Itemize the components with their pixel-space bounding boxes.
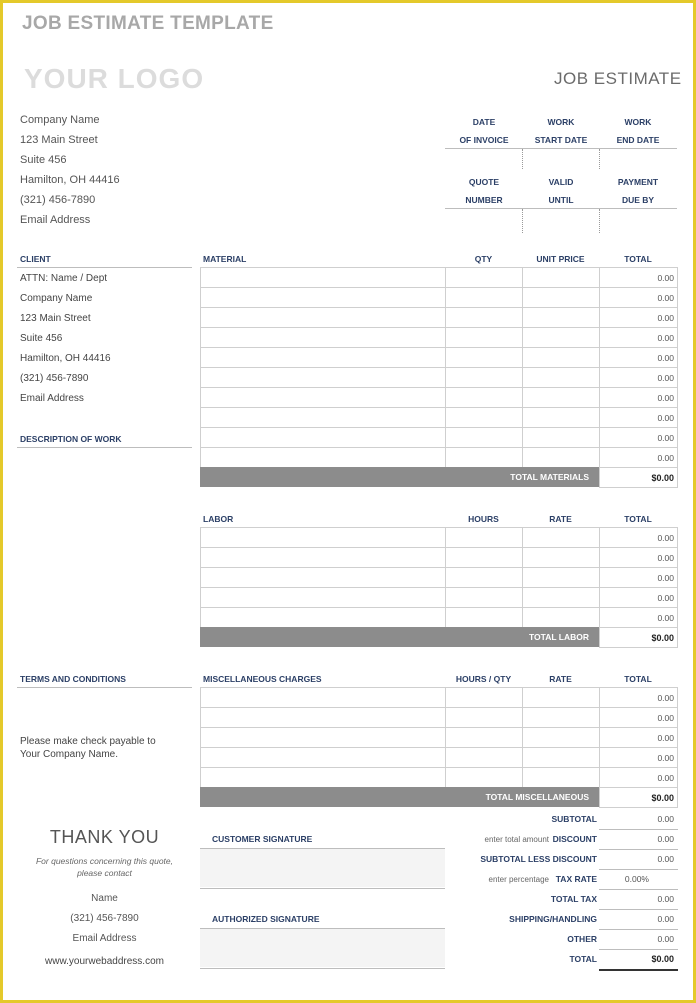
client-street[interactable]: 123 Main Street [20, 313, 91, 324]
labor-row-0-cell-0[interactable] [200, 527, 446, 548]
labor-row-3-cell-1[interactable] [445, 587, 523, 608]
labor-row-1-cell-3[interactable] [599, 547, 678, 568]
summary-value-4[interactable]: 0.00 [657, 894, 674, 904]
materials-col-header-1: QTY [474, 254, 493, 264]
web-address-link[interactable]: www.yourwebaddress.com [45, 956, 164, 967]
labor-col-header-0: LABOR [203, 514, 234, 524]
materials-row-2-total: 0.00 [657, 313, 674, 323]
labor-row-4-total: 0.00 [657, 613, 674, 623]
materials-row-7-cell-1[interactable] [445, 407, 523, 428]
materials-row-5-cell-3[interactable] [599, 367, 678, 388]
materials-row-5-cell-1[interactable] [445, 367, 523, 388]
misc-row-2-total: 0.00 [657, 733, 674, 743]
meta-start-label: WORK START DATE [534, 117, 588, 145]
misc-row-1-cell-0[interactable] [200, 707, 446, 728]
materials-row-2-cell-2[interactable] [522, 307, 600, 328]
materials-row-6-cell-3[interactable] [599, 387, 678, 408]
misc-row-2-cell-2[interactable] [522, 727, 600, 748]
labor-row-0-cell-3[interactable] [599, 527, 678, 548]
divider [445, 208, 677, 209]
misc-row-3-cell-3[interactable] [599, 747, 678, 768]
description-of-work-field[interactable] [17, 449, 192, 649]
materials-row-3-total: 0.00 [657, 333, 674, 343]
materials-row-3-cell-2[interactable] [522, 327, 600, 348]
misc-row-1-cell-1[interactable] [445, 707, 523, 728]
materials-row-9-total: 0.00 [657, 453, 674, 463]
labor-row-4-cell-1[interactable] [445, 607, 523, 628]
labor-row-3-cell-0[interactable] [200, 587, 446, 608]
materials-row-0-cell-2[interactable] [522, 267, 600, 288]
labor-row-2-cell-1[interactable] [445, 567, 523, 588]
materials-total-cell [599, 467, 678, 488]
misc-row-4-cell-0[interactable] [200, 767, 446, 788]
materials-row-4-cell-1[interactable] [445, 347, 523, 368]
materials-row-8-total: 0.00 [657, 433, 674, 443]
page-title: JOB ESTIMATE TEMPLATE [22, 13, 274, 34]
client-attn[interactable]: ATTN: Name / Dept [20, 273, 108, 284]
materials-row-6-cell-1[interactable] [445, 387, 523, 408]
summary-label-4: TOTAL TAX [550, 894, 597, 904]
misc-row-4-cell-3[interactable] [599, 767, 678, 788]
misc-row-4-cell-2[interactable] [522, 767, 600, 788]
misc-row-4-total: 0.00 [657, 773, 674, 783]
misc-row-1-cell-3[interactable] [599, 707, 678, 728]
company-street: 123 Main Street [20, 134, 98, 146]
summary-value-7[interactable]: $0.00 [651, 954, 674, 964]
labor-row-3-total: 0.00 [657, 593, 674, 603]
materials-col-header-2: UNIT PRICE [536, 254, 585, 264]
materials-row-4-cell-0[interactable] [200, 347, 446, 368]
materials-row-0-cell-3[interactable] [599, 267, 678, 288]
labor-row-3-cell-3[interactable] [599, 587, 678, 608]
labor-row-3-cell-2[interactable] [522, 587, 600, 608]
divider [599, 949, 678, 950]
materials-row-8-cell-3[interactable] [599, 427, 678, 448]
authorized-signature-label: AUTHORIZED SIGNATURE [212, 914, 320, 924]
materials-row-8-cell-2[interactable] [522, 427, 600, 448]
summary-label-3: TAX RATE [555, 874, 597, 884]
misc-row-3-cell-1[interactable] [445, 747, 523, 768]
materials-row-4-cell-2[interactable] [522, 347, 600, 368]
materials-row-1-total: 0.00 [657, 293, 674, 303]
materials-row-0-cell-1[interactable] [445, 267, 523, 288]
summary-label-6: OTHER [567, 934, 597, 944]
valid-until-field[interactable] [523, 210, 598, 232]
terms-line-2[interactable]: Your Company Name. [20, 749, 119, 760]
materials-col-header-3: TOTAL [624, 254, 652, 264]
misc-col-header-1: HOURS / QTY [455, 674, 512, 684]
materials-row-8-cell-0[interactable] [200, 427, 446, 448]
divider [200, 968, 445, 969]
date-of-invoice-field[interactable] [446, 150, 521, 168]
meta-quote-label: QUOTE NUMBER [465, 177, 503, 205]
divider [17, 267, 192, 268]
misc-row-2-cell-0[interactable] [200, 727, 446, 748]
summary-value-3[interactable]: 0.00% [624, 874, 649, 884]
materials-row-7-cell-3[interactable] [599, 407, 678, 428]
summary-value-6[interactable]: 0.00 [657, 934, 674, 944]
misc-row-0-cell-3[interactable] [599, 687, 678, 708]
materials-row-7-cell-0[interactable] [200, 407, 446, 428]
company-city: Hamilton, OH 44416 [20, 174, 120, 186]
authorized-signature-field[interactable] [200, 929, 445, 967]
materials-row-1-cell-3[interactable] [599, 287, 678, 308]
materials-row-2-cell-3[interactable] [599, 307, 678, 328]
materials-row-7-cell-2[interactable] [522, 407, 600, 428]
misc-total-value: $0.00 [651, 793, 674, 803]
labor-col-header-2: RATE [549, 514, 572, 524]
materials-row-1-cell-0[interactable] [200, 287, 446, 308]
labor-row-2-cell-0[interactable] [200, 567, 446, 588]
meta-end-label: WORK END DATE [616, 117, 660, 145]
contact-note-1: For questions concerning this quote, [35, 856, 174, 866]
customer-signature-field[interactable] [200, 849, 445, 887]
contact-phone: (321) 456-7890 [70, 913, 139, 924]
materials-row-3-cell-0[interactable] [200, 327, 446, 348]
labor-row-2-cell-3[interactable] [599, 567, 678, 588]
terms-header: TERMS AND CONDITIONS [20, 674, 126, 684]
thank-you-heading: THANK YOU [49, 827, 160, 847]
materials-row-1-cell-1[interactable] [445, 287, 523, 308]
materials-row-2-cell-0[interactable] [200, 307, 446, 328]
misc-col-header-3: TOTAL [624, 674, 652, 684]
divider [445, 148, 677, 149]
client-phone[interactable]: (321) 456-7890 [20, 373, 89, 384]
misc-total-cell [599, 787, 678, 808]
company-email: Email Address [20, 214, 91, 226]
client-company[interactable]: Company Name [20, 293, 93, 304]
meta-date-label: DATE OF INVOICE [459, 117, 509, 145]
labor-row-0-total: 0.00 [657, 533, 674, 543]
materials-row-3-cell-1[interactable] [445, 327, 523, 348]
payment-due-field[interactable] [600, 210, 676, 232]
misc-row-3-cell-2[interactable] [522, 747, 600, 768]
materials-row-9-cell-1[interactable] [445, 447, 523, 468]
materials-row-3-cell-3[interactable] [599, 327, 678, 348]
misc-col-header-0: MISCELLANEOUS CHARGES [203, 674, 322, 684]
materials-row-6-cell-0[interactable] [200, 387, 446, 408]
meta-payment-label: PAYMENT DUE BY [617, 177, 659, 205]
summary-label-7: TOTAL [569, 954, 597, 964]
materials-row-5-total: 0.00 [657, 373, 674, 383]
labor-row-1-cell-2[interactable] [522, 547, 600, 568]
work-start-date-field[interactable] [523, 150, 598, 168]
materials-row-5-cell-0[interactable] [200, 367, 446, 388]
misc-row-0-total: 0.00 [657, 693, 674, 703]
meta-valid-label: VALID UNTIL [548, 177, 574, 205]
labor-col-header-3: TOTAL [624, 514, 652, 524]
contact-email: Email Address [72, 933, 137, 944]
materials-total-label: TOTAL MATERIALS [510, 472, 589, 482]
materials-row-6-cell-2[interactable] [522, 387, 600, 408]
labor-row-2-total: 0.00 [657, 573, 674, 583]
labor-row-4-cell-2[interactable] [522, 607, 600, 628]
materials-row-8-cell-1[interactable] [445, 427, 523, 448]
materials-row-9-cell-0[interactable] [200, 447, 446, 468]
divider [599, 829, 678, 830]
materials-row-5-cell-2[interactable] [522, 367, 600, 388]
labor-total-label: TOTAL LABOR [529, 632, 589, 642]
materials-row-6-total: 0.00 [657, 393, 674, 403]
materials-row-0-total: 0.00 [657, 273, 674, 283]
summary-hint-1: enter total amount [484, 835, 549, 844]
misc-row-1-cell-2[interactable] [522, 707, 600, 728]
labor-total-value: $0.00 [651, 633, 674, 643]
summary-value-0[interactable]: 0.00 [657, 814, 674, 824]
summary-label-1: DISCOUNT [552, 834, 597, 844]
labor-row-1-cell-1[interactable] [445, 547, 523, 568]
misc-row-3-cell-0[interactable] [200, 747, 446, 768]
materials-row-9-cell-3[interactable] [599, 447, 678, 468]
company-suite: Suite 456 [20, 154, 67, 166]
summary-label-5: SHIPPING/HANDLING [509, 914, 597, 924]
divider [200, 888, 445, 889]
misc-row-2-cell-3[interactable] [599, 727, 678, 748]
misc-row-0-cell-0[interactable] [200, 687, 446, 708]
misc-row-3-total: 0.00 [657, 753, 674, 763]
labor-row-4-cell-0[interactable] [200, 607, 446, 628]
materials-row-1-cell-2[interactable] [522, 287, 600, 308]
summary-hint-3: enter percentage [488, 875, 549, 884]
contact-name: Name [91, 893, 118, 904]
contact-note-2: please contact [77, 868, 132, 878]
misc-total-label: TOTAL MISCELLANEOUS [485, 792, 589, 802]
description-header: DESCRIPTION OF WORK [20, 434, 122, 444]
materials-row-0-cell-0[interactable] [200, 267, 446, 288]
company-phone: (321) 456-7890 [20, 194, 96, 206]
summary-value-2[interactable]: 0.00 [657, 854, 674, 864]
labor-total-cell [599, 627, 678, 648]
misc-row-0-cell-1[interactable] [445, 687, 523, 708]
divider [599, 909, 678, 910]
summary-label-0: SUBTOTAL [551, 814, 597, 824]
logo-placeholder: YOUR LOGO [24, 63, 205, 94]
materials-row-2-cell-1[interactable] [445, 307, 523, 328]
materials-col-header-0: MATERIAL [203, 254, 247, 264]
client-email[interactable]: Email Address [20, 393, 84, 404]
estimate-label: JOB ESTIMATE [554, 69, 682, 88]
divider [599, 929, 678, 930]
labor-row-0-cell-1[interactable] [445, 527, 523, 548]
client-city[interactable]: Hamilton, OH 44416 [20, 353, 111, 364]
summary-value-1[interactable]: 0.00 [657, 834, 674, 844]
client-suite[interactable]: Suite 456 [20, 333, 63, 344]
customer-signature-label: CUSTOMER SIGNATURE [212, 834, 313, 844]
divider [599, 889, 678, 890]
labor-row-1-cell-0[interactable] [200, 547, 446, 568]
misc-row-2-cell-1[interactable] [445, 727, 523, 748]
quote-number-field[interactable] [446, 210, 521, 232]
materials-total-value: $0.00 [651, 473, 674, 483]
labor-row-4-cell-3[interactable] [599, 607, 678, 628]
misc-row-4-cell-1[interactable] [445, 767, 523, 788]
materials-row-7-total: 0.00 [657, 413, 674, 423]
labor-row-1-total: 0.00 [657, 553, 674, 563]
company-name: Company Name [20, 114, 100, 126]
labor-row-0-cell-2[interactable] [522, 527, 600, 548]
client-header: CLIENT [20, 254, 51, 264]
misc-row-0-cell-2[interactable] [522, 687, 600, 708]
summary-label-2: SUBTOTAL LESS DISCOUNT [480, 854, 597, 864]
divider [17, 687, 192, 688]
materials-row-9-cell-2[interactable] [522, 447, 600, 468]
misc-col-header-2: RATE [549, 674, 572, 684]
misc-row-1-total: 0.00 [657, 713, 674, 723]
labor-row-2-cell-2[interactable] [522, 567, 600, 588]
summary-value-5[interactable]: 0.00 [657, 914, 674, 924]
work-end-date-field[interactable] [600, 150, 676, 168]
divider [599, 969, 678, 971]
terms-line-1[interactable]: Please make check payable to [20, 736, 156, 747]
materials-row-4-cell-3[interactable] [599, 347, 678, 368]
divider [17, 447, 192, 448]
materials-row-4-total: 0.00 [657, 353, 674, 363]
divider [599, 849, 678, 850]
labor-col-header-1: HOURS [468, 514, 499, 524]
divider [599, 869, 678, 870]
